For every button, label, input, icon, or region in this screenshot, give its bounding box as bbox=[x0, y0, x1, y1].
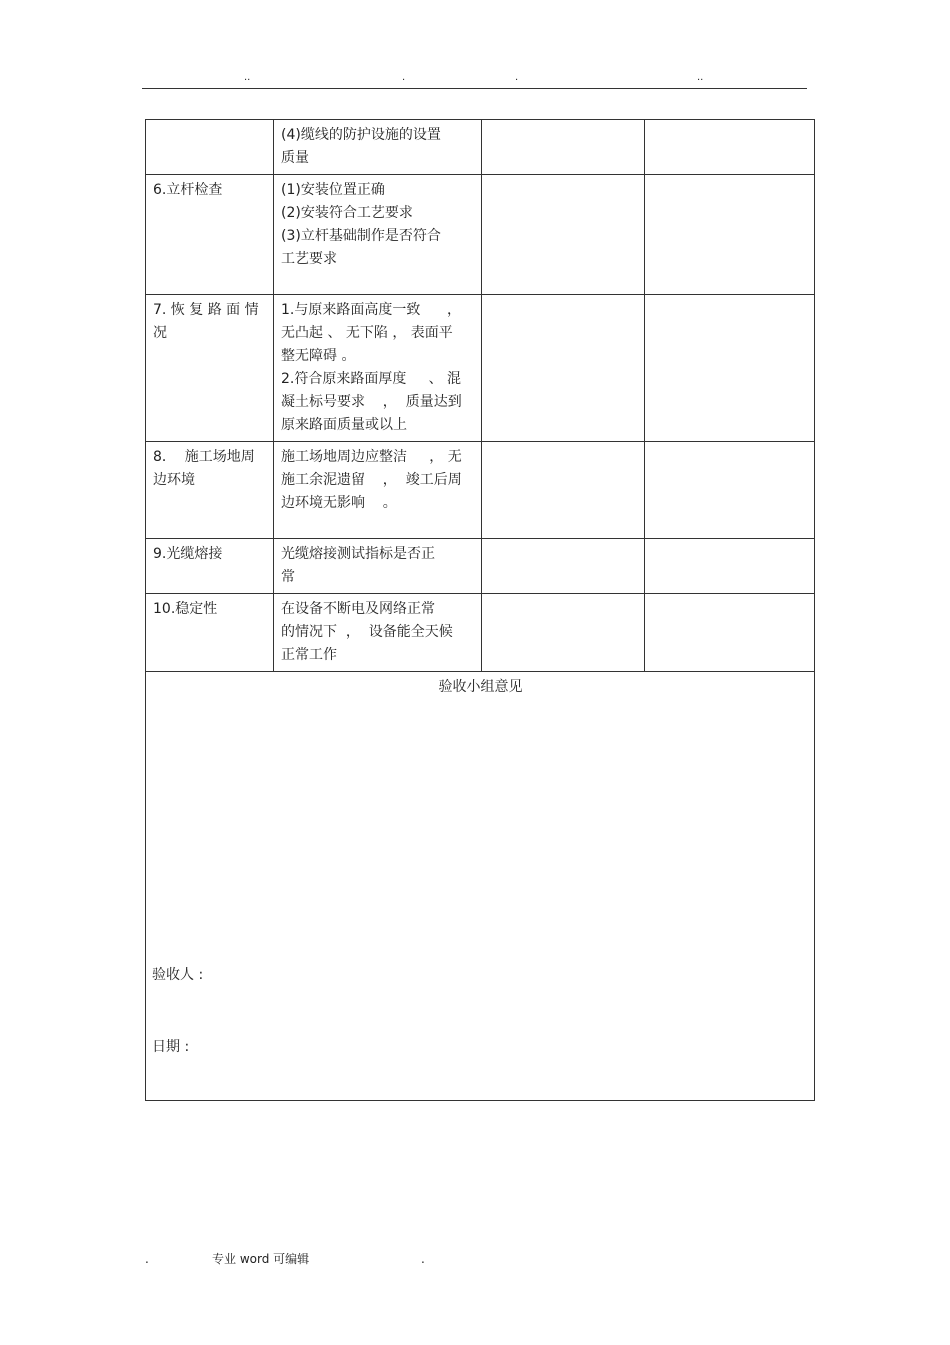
table-row bbox=[146, 442, 815, 539]
result-cell[interactable] bbox=[482, 442, 645, 539]
date-label: 日期 : bbox=[152, 1039, 190, 1055]
item-cell: 8． 施工场地周 边环境 bbox=[146, 442, 274, 539]
result-cell[interactable] bbox=[482, 295, 645, 442]
criteria-cell: 光缆熔接测试指标是否正 常 bbox=[274, 539, 482, 594]
table-row bbox=[146, 175, 815, 295]
remark-cell[interactable] bbox=[645, 442, 815, 539]
result-cell[interactable] bbox=[482, 120, 645, 175]
acceptance-table bbox=[145, 119, 815, 1101]
criteria-cell: 在设备不断电及网络正常 的情况下 ， 设备能全天候 正常工作 bbox=[274, 594, 482, 672]
header-dot: . bbox=[515, 72, 519, 83]
footer-dot-left: . bbox=[145, 1252, 149, 1266]
footer-text: 专业 word 可编辑 bbox=[212, 1252, 310, 1266]
criteria-cell: (4)缆线的防护设施的设置 质量 bbox=[274, 120, 482, 175]
remark-cell[interactable] bbox=[645, 539, 815, 594]
opinion-row bbox=[146, 672, 815, 1101]
result-cell[interactable] bbox=[482, 175, 645, 295]
opinion-cell[interactable] bbox=[146, 672, 815, 1101]
header-dot: . bbox=[402, 72, 406, 83]
remark-cell[interactable] bbox=[645, 175, 815, 295]
table-row bbox=[146, 295, 815, 442]
inspector-label: 验收人 : bbox=[152, 967, 204, 983]
remark-cell[interactable] bbox=[645, 120, 815, 175]
criteria-cell: 施工场地周边应整洁 ， 无 施工余泥遗留 ， 竣工后周 边环境无影响 。 bbox=[274, 442, 482, 539]
item-cell: 10.稳定性 bbox=[146, 594, 274, 672]
item-cell: 6.立杆检查 bbox=[146, 175, 274, 295]
item-cell: 9.光缆熔接 bbox=[146, 539, 274, 594]
result-cell[interactable] bbox=[482, 594, 645, 672]
opinion-title: 验收小组意见 bbox=[438, 679, 523, 695]
criteria-cell: (1)安装位置正确 (2)安装符合工艺要求 (3)立杆基础制作是否符合 工艺要求 bbox=[274, 175, 482, 295]
header-dot: .. bbox=[244, 72, 251, 83]
table-row bbox=[146, 120, 815, 175]
table-row bbox=[146, 539, 815, 594]
result-cell[interactable] bbox=[482, 539, 645, 594]
table-row bbox=[146, 594, 815, 672]
remark-cell[interactable] bbox=[645, 594, 815, 672]
header-rule bbox=[142, 88, 807, 89]
item-cell: 7. 恢 复 路 面 情 况 bbox=[146, 295, 274, 442]
header-dot: .. bbox=[697, 72, 704, 83]
criteria-cell: 1.与原来路面高度一致 ， 无凸起 、 无下陷 ， 表面平 整无障碍 。 2.符合原来路面厚度 、 混 凝土标号要求 ， 质量达到 原来路面质量或以上 bbox=[274, 295, 482, 442]
footer-dot-right: . bbox=[421, 1252, 425, 1266]
item-cell bbox=[146, 120, 274, 175]
remark-cell[interactable] bbox=[645, 295, 815, 442]
